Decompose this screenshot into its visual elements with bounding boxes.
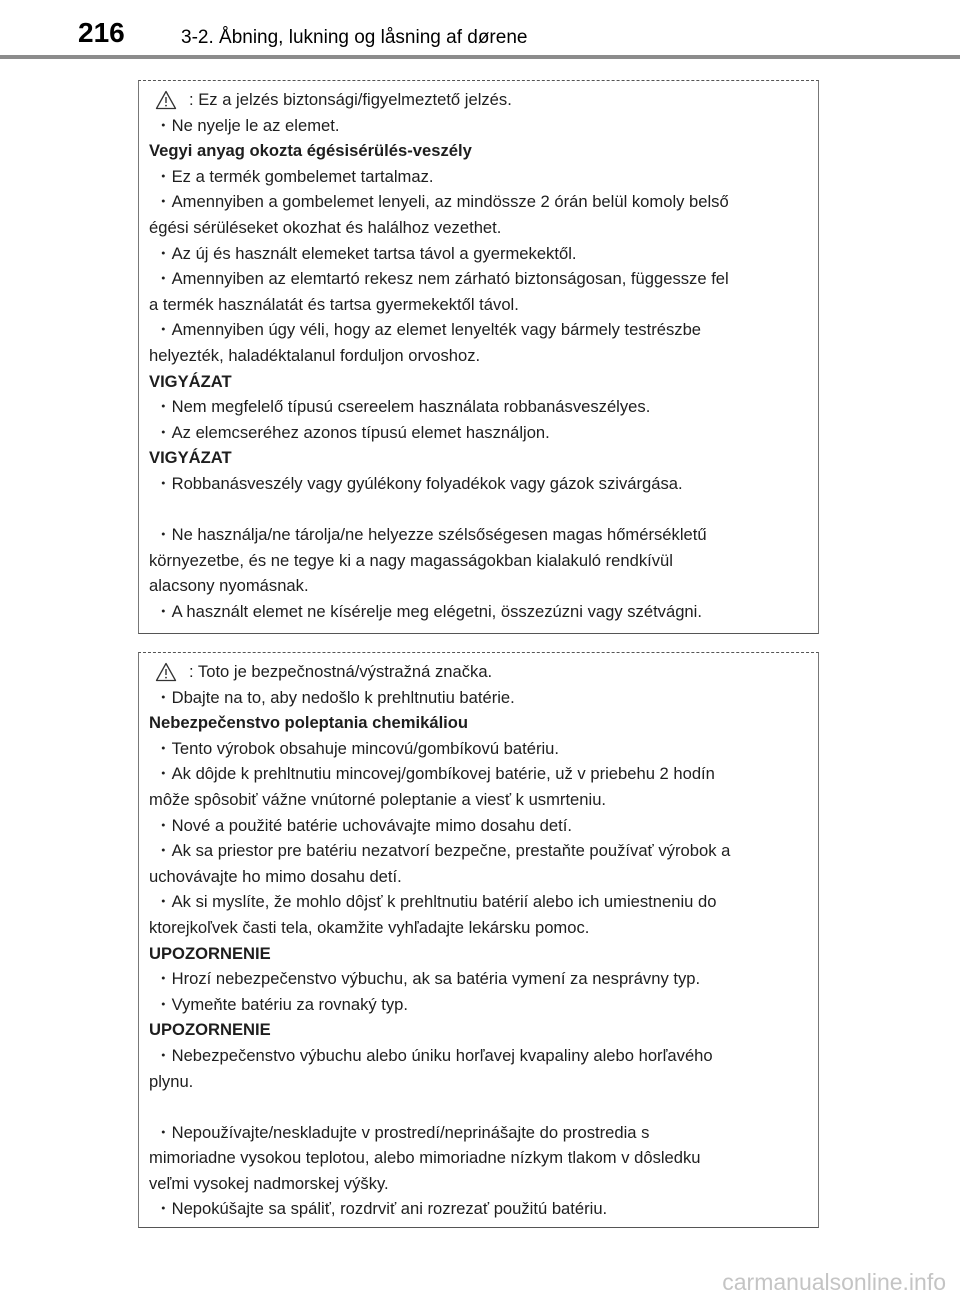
warning-text-line: ・Hrozí nebezpečenstvo výbuchu, ak sa batéria vymení za nesprávny typ.	[155, 969, 701, 989]
warning-heading: VIGYÁZAT	[149, 448, 232, 468]
warning-heading: Vegyi anyag okozta égésisérülés-veszély	[149, 141, 472, 161]
page-header	[0, 0, 960, 60]
warning-text-line: plynu.	[149, 1071, 194, 1091]
warning-text-line: ・Vymeňte batériu za rovnaký typ.	[155, 994, 409, 1014]
warning-text-line: veľmi vysokej nadmorskej výšky.	[149, 1173, 389, 1193]
warning-triangle-icon	[155, 90, 177, 110]
warning-symbol-caption	[149, 659, 818, 685]
warning-text-line: ・Nem megfelelő típusú csereelem használata robbanásveszélyes.	[155, 397, 651, 417]
blank-line	[149, 1094, 818, 1120]
warning-text-line: mimoriadne vysokou teplotou, alebo mimoriadne nízkym tlakom v dôsledku	[149, 1148, 701, 1168]
warning-box-hungarian	[138, 80, 819, 634]
warning-text-line: ・Nepokúšajte sa spáliť, rozdrviť ani rozrezať použitú batériu.	[155, 1199, 608, 1219]
warning-lines	[149, 685, 818, 1222]
watermark: carmanualsonline.info	[722, 1269, 946, 1295]
warning-text-line: ・Ez a termék gombelemet tartalmaz.	[155, 166, 434, 186]
warning-text-line: ・Amennyiben a gombelemet lenyeli, az mindössze 2 órán belül komoly belső	[155, 192, 729, 212]
warning-caption-text: : Toto je bezpečnostná/výstražná značka.	[189, 662, 493, 681]
page-number: 216	[78, 17, 125, 48]
warning-triangle-icon	[155, 662, 177, 682]
warning-text-line: ・Dbajte na to, aby nedošlo k prehltnutiu batérie.	[155, 687, 515, 707]
warning-text-line: ・Az elemcseréhez azonos típusú elemet használjon.	[155, 422, 550, 442]
warning-text-line: alacsony nyomásnak.	[149, 576, 309, 596]
warning-text-line: uchovávajte ho mimo dosahu detí.	[149, 866, 402, 886]
warning-text-line: ・Robbanásveszély vagy gyúlékony folyadékok vagy gázok szivárgása.	[155, 473, 683, 493]
warning-heading: Nebezpečenstvo poleptania chemikáliou	[149, 713, 469, 733]
section-title: 3-2. Åbning, lukning og låsning af dørene	[181, 27, 528, 48]
warning-text-line: ・Ne használja/ne tárolja/ne helyezze szélsőségesen magas hőmérsékletű	[155, 525, 707, 545]
warning-caption-text: : Ez a jelzés biztonsági/figyelmeztető jelzés.	[189, 90, 512, 109]
warning-heading: UPOZORNENIE	[149, 943, 271, 963]
warning-text-line: helyezték, haladéktalanul forduljon orvoshoz.	[149, 345, 481, 365]
warning-text-line: égési sérüléseket okozhat és halálhoz vezethet.	[149, 217, 502, 237]
warning-text-line: ・Nové a použité batérie uchovávajte mimo dosahu detí.	[155, 815, 572, 835]
blank-line	[149, 497, 818, 523]
warning-text-line: ・Tento výrobok obsahuje mincovú/gombíkovú batériu.	[155, 738, 560, 758]
header-rule	[0, 55, 960, 59]
warning-text-line: környezetbe, és ne tegye ki a nagy magasságokban kialakuló rendkívül	[149, 550, 673, 570]
warning-text-line: ・Nebezpečenstvo výbuchu alebo úniku horľavej kvapaliny alebo horľavého	[155, 1045, 713, 1065]
warning-text-line: a termék használatát és tartsa gyermekektől távol.	[149, 294, 519, 314]
warning-text-line: ・Az új és használt elemeket tartsa távol a gyermekektől.	[155, 243, 577, 263]
warning-lines	[149, 113, 818, 625]
warning-heading: UPOZORNENIE	[149, 1020, 271, 1040]
warning-text-line: môže spôsobiť vážne vnútorné poleptanie a viesť k usmrteniu.	[149, 789, 607, 809]
warning-text-line: ・Ak si myslíte, že mohlo dôjsť k prehltnutiu batérií alebo ich umiestneniu do	[155, 892, 717, 912]
warning-text-line: ・A használt elemet ne kísérelje meg elégetni, összezúzni vagy szétvágni.	[155, 601, 702, 621]
warning-text-line: ・Ak sa priestor pre batériu nezatvorí bezpečne, prestaňte používať výrobok a	[155, 841, 731, 861]
warning-box-slovak	[138, 652, 819, 1228]
warning-text-line: ・Amennyiben az elemtartó rekesz nem zárható biztonságosan, függessze fel	[155, 269, 729, 289]
warning-heading: VIGYÁZAT	[149, 371, 232, 391]
warning-text-line: ・Ne nyelje le az elemet.	[155, 115, 340, 135]
warning-text-line: ・Amennyiben úgy véli, hogy az elemet lenyelték vagy bármely testrészbe	[155, 320, 702, 340]
warning-symbol-caption	[149, 87, 818, 113]
warning-text-line: ktorejkoľvek časti tela, okamžite vyhľadajte lekársku pomoc.	[149, 917, 590, 937]
warning-text-line: ・Nepoužívajte/neskladujte v prostredí/neprinášajte do prostredia s	[155, 1122, 650, 1142]
warning-text-line: ・Ak dôjde k prehltnutiu mincovej/gombíkovej batérie, už v priebehu 2 hodín	[155, 764, 715, 784]
